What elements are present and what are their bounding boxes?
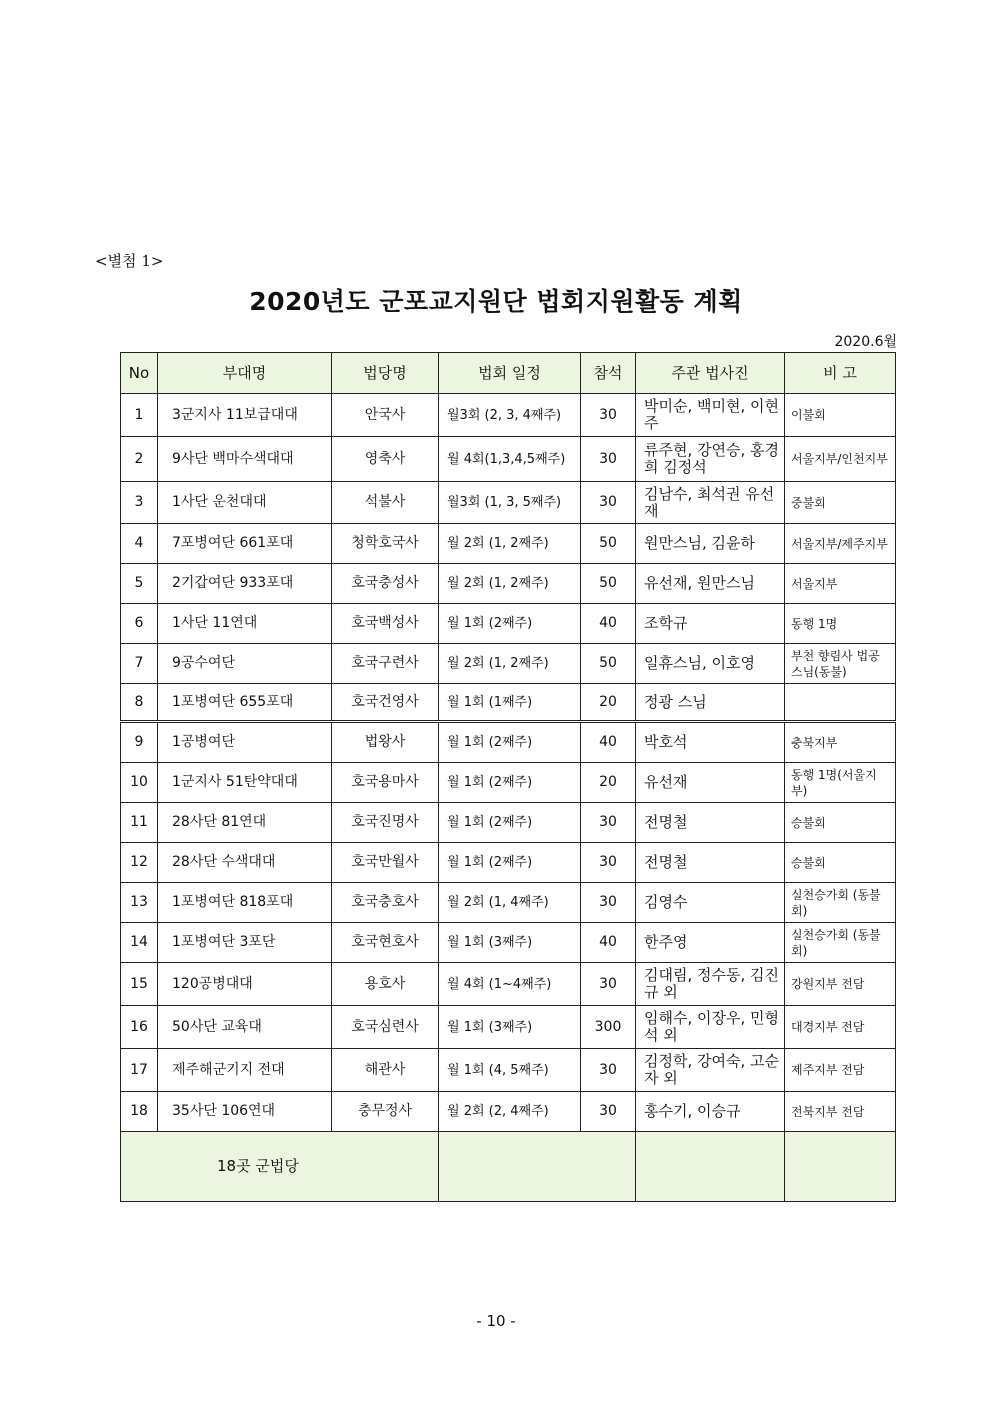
row-number-cell: 8 [121,684,158,722]
attendance-cell: 30 [581,437,636,482]
temple-name-cell: 법왕사 [332,722,439,763]
leaders-cell: 김정학, 강여숙, 고순자 외 [636,1049,785,1092]
row-number-cell: 1 [121,394,158,437]
table-row [121,604,896,644]
remarks-cell [785,684,896,722]
attendance-cell: 50 [581,564,636,604]
schedule-cell: 월 1회 (2째주) [439,843,581,883]
unit-name-cell: 120공병대대 [158,963,332,1006]
leaders-cell: 홍수기, 이승규 [636,1092,785,1132]
attendance-cell: 50 [581,644,636,684]
temple-name-cell: 호국백성사 [332,604,439,644]
attendance-cell: 30 [581,883,636,923]
temple-name-cell: 호국구련사 [332,644,439,684]
leaders-cell: 김남수, 최석권 유선재 [636,482,785,524]
temple-name-cell: 호국건영사 [332,684,439,722]
attendance-cell: 20 [581,684,636,722]
schedule-cell: 월 2회 (1, 2째주) [439,524,581,564]
schedule-cell: 월 1회 (4, 5째주) [439,1049,581,1092]
remarks-cell: 대경지부 전담 [785,1006,896,1049]
remarks-cell: 부천 향림사 법공스님(동불) [785,644,896,684]
temple-name-cell: 청학호국사 [332,524,439,564]
unit-name-cell: 1공병여단 [158,722,332,763]
leaders-cell: 원만스님, 김윤하 [636,524,785,564]
table-header-row [121,353,896,394]
attendance-cell: 30 [581,803,636,843]
header-no: No [121,353,158,394]
unit-name-cell: 제주해군기지 전대 [158,1049,332,1092]
document-date: 2020.6월 [834,334,897,350]
remarks-cell: 충북지부 [785,722,896,763]
unit-name-cell: 9사단 백마수색대대 [158,437,332,482]
unit-name-cell: 1포병여단 655포대 [158,684,332,722]
row-number-cell: 4 [121,524,158,564]
row-number-cell: 6 [121,604,158,644]
table-row [121,564,896,604]
table-row [121,763,896,803]
header-schedule: 법회 일정 [439,353,581,394]
schedule-cell: 월 2회 (1, 2째주) [439,644,581,684]
document-title: 2020년도 군포교지원단 법회지원활동 계획 [249,287,743,316]
unit-name-cell: 50사단 교육대 [158,1006,332,1049]
attendance-cell: 40 [581,923,636,963]
remarks-cell: 서울지부/인천지부 [785,437,896,482]
remarks-cell: 승불회 [785,803,896,843]
leaders-cell: 전명철 [636,803,785,843]
row-number-cell: 10 [121,763,158,803]
remarks-cell: 중불회 [785,482,896,524]
row-number-cell: 7 [121,644,158,684]
temple-name-cell: 호국충성사 [332,564,439,604]
table-row [121,684,896,722]
header-temple: 법당명 [332,353,439,394]
schedule-cell: 월 1회 (2째주) [439,722,581,763]
temple-name-cell: 호국진명사 [332,803,439,843]
leaders-cell: 박미순, 백미현, 이현주 [636,394,785,437]
unit-name-cell: 28사단 81연대 [158,803,332,843]
unit-name-cell: 9공수여단 [158,644,332,684]
unit-name-cell: 28사단 수색대대 [158,843,332,883]
remarks-cell: 서울지부 [785,564,896,604]
schedule-cell: 월 1회 (2째주) [439,763,581,803]
attendance-cell: 40 [581,722,636,763]
table-row [121,1049,896,1092]
header-unit: 부대명 [158,353,332,394]
remarks-cell: 실천승가회 (동불회) [785,883,896,923]
schedule-cell: 월 1회 (3째주) [439,1006,581,1049]
attendance-cell: 30 [581,963,636,1006]
row-number-cell: 9 [121,722,158,763]
leaders-cell: 전명철 [636,843,785,883]
total-empty-cell [785,1132,896,1202]
leaders-cell: 임해수, 이장우, 민형석 외 [636,1006,785,1049]
attendance-cell: 30 [581,394,636,437]
remarks-cell: 실천승가회 (동불회) [785,923,896,963]
schedule-cell: 월3회 (1, 3, 5째주) [439,482,581,524]
total-row [121,1132,896,1202]
table-row [121,524,896,564]
unit-name-cell: 2기갑여단 933포대 [158,564,332,604]
leaders-cell: 김대림, 정수동, 김진규 외 [636,963,785,1006]
leaders-cell: 일휴스님, 이호영 [636,644,785,684]
remarks-cell: 승불회 [785,843,896,883]
remarks-cell: 서울지부/제주지부 [785,524,896,564]
table-row [121,963,896,1006]
leaders-cell: 유선재 [636,763,785,803]
remarks-cell: 이불회 [785,394,896,437]
temple-name-cell: 호국심련사 [332,1006,439,1049]
temple-name-cell: 석불사 [332,482,439,524]
header-remarks: 비 고 [785,353,896,394]
schedule-cell: 월 1회 (2째주) [439,803,581,843]
row-number-cell: 18 [121,1092,158,1132]
leaders-cell: 조학규 [636,604,785,644]
attendance-cell: 300 [581,1006,636,1049]
schedule-cell: 월 2회 (2, 4째주) [439,1092,581,1132]
row-number-cell: 2 [121,437,158,482]
table-row [121,883,896,923]
row-number-cell: 12 [121,843,158,883]
leaders-cell: 김영수 [636,883,785,923]
row-number-cell: 13 [121,883,158,923]
schedule-cell: 월 4회 (1~4째주) [439,963,581,1006]
table-row [121,722,896,763]
table-row [121,482,896,524]
leaders-cell: 류주현, 강연승, 홍경희 김정석 [636,437,785,482]
plan-table [120,352,896,1202]
row-number-cell: 15 [121,963,158,1006]
table-row [121,1092,896,1132]
remarks-cell: 동행 1명(서울지부) [785,763,896,803]
table-row [121,394,896,437]
leaders-cell: 한주영 [636,923,785,963]
table-row [121,843,896,883]
total-empty-cell [636,1132,785,1202]
leaders-cell: 박호석 [636,722,785,763]
schedule-cell: 월 1회 (2째주) [439,604,581,644]
leaders-cell: 유선재, 원만스님 [636,564,785,604]
temple-name-cell: 용호사 [332,963,439,1006]
header-leaders: 주관 법사진 [636,353,785,394]
table-row [121,437,896,482]
row-number-cell: 14 [121,923,158,963]
table-row [121,923,896,963]
schedule-cell: 월 4회(1,3,4,5째주) [439,437,581,482]
remarks-cell: 동행 1명 [785,604,896,644]
row-number-cell: 3 [121,482,158,524]
row-number-cell: 17 [121,1049,158,1092]
total-empty-cell [439,1132,636,1202]
unit-name-cell: 1포병여단 3포단 [158,923,332,963]
schedule-cell: 월 2회 (1, 2째주) [439,564,581,604]
temple-name-cell: 안국사 [332,394,439,437]
schedule-cell: 월 2회 (1, 4째주) [439,883,581,923]
page-number: - 10 - [476,1312,516,1330]
remarks-cell: 강원지부 전담 [785,963,896,1006]
attachment-label: <별첨 1> [95,252,164,270]
unit-name-cell: 1사단 운천대대 [158,482,332,524]
attendance-cell: 30 [581,1049,636,1092]
attendance-cell: 30 [581,482,636,524]
table-row [121,1006,896,1049]
schedule-cell: 월 1회 (1째주) [439,684,581,722]
unit-name-cell: 1포병여단 818포대 [158,883,332,923]
remarks-cell: 제주지부 전담 [785,1049,896,1092]
remarks-cell: 전북지부 전담 [785,1092,896,1132]
unit-name-cell: 35사단 106연대 [158,1092,332,1132]
temple-name-cell: 호국현호사 [332,923,439,963]
temple-name-cell: 해관사 [332,1049,439,1092]
temple-name-cell: 영축사 [332,437,439,482]
table-row [121,644,896,684]
attendance-cell: 30 [581,843,636,883]
temple-name-cell: 호국용마사 [332,763,439,803]
attendance-cell: 20 [581,763,636,803]
unit-name-cell: 7포병여단 661포대 [158,524,332,564]
header-attendance: 참석 [581,353,636,394]
total-label: 18곳 군법당 [121,1132,439,1202]
schedule-cell: 월 1회 (3째주) [439,923,581,963]
row-number-cell: 5 [121,564,158,604]
row-number-cell: 16 [121,1006,158,1049]
temple-name-cell: 호국충호사 [332,883,439,923]
attendance-cell: 30 [581,1092,636,1132]
unit-name-cell: 1군지사 51탄약대대 [158,763,332,803]
temple-name-cell: 호국만월사 [332,843,439,883]
table-row [121,803,896,843]
unit-name-cell: 3군지사 11보급대대 [158,394,332,437]
temple-name-cell: 충무정사 [332,1092,439,1132]
row-number-cell: 11 [121,803,158,843]
unit-name-cell: 1사단 11연대 [158,604,332,644]
schedule-cell: 월3회 (2, 3, 4째주) [439,394,581,437]
attendance-cell: 40 [581,604,636,644]
attendance-cell: 50 [581,524,636,564]
leaders-cell: 정광 스님 [636,684,785,722]
